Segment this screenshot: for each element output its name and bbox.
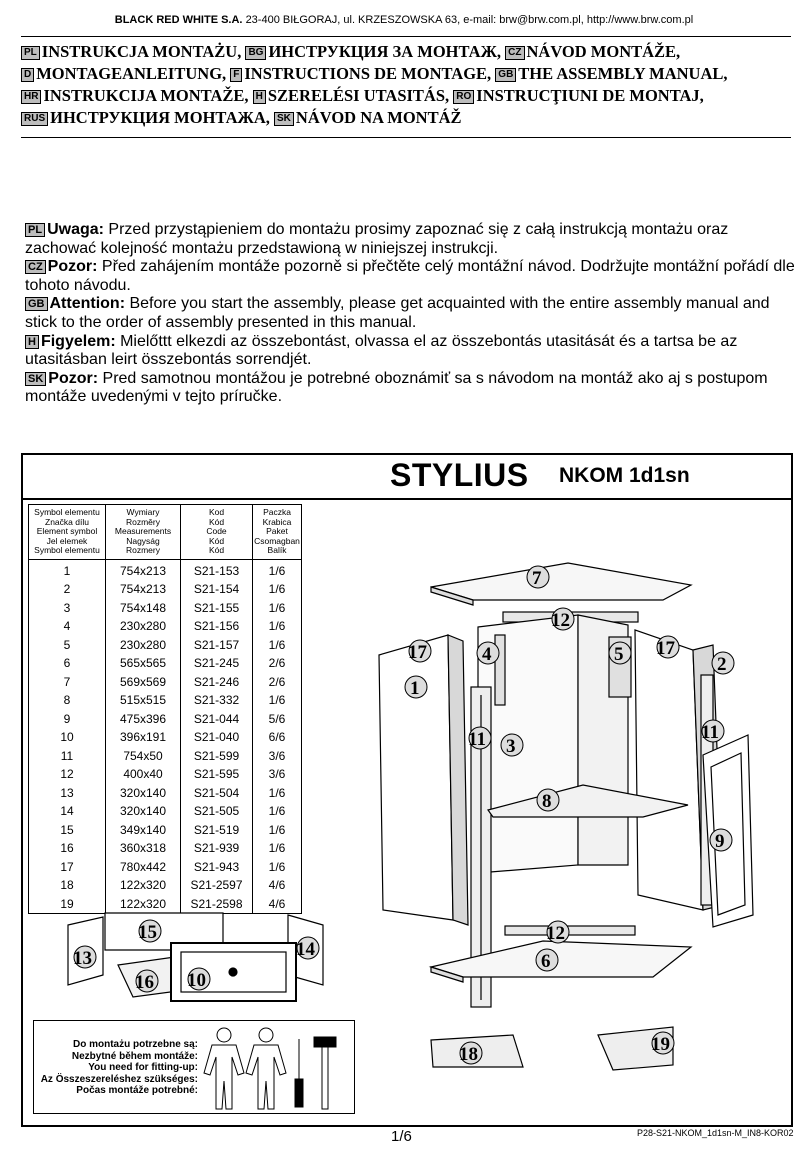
table-cell: 13 <box>29 784 106 803</box>
warning-text: Mielőttt elkezdi az összebontást, olvassa el az összebontás utasitását és a tartsa be az utasitásban leirt összebontás sorrendjét. <box>25 332 738 369</box>
language-tag: D <box>21 68 34 82</box>
table-cell: S21-154 <box>181 580 253 599</box>
column-header: Wymiary Rozměry Measurements Nagyság Rozmery <box>106 505 181 560</box>
part-2-side <box>635 630 703 910</box>
tools-line: You need for fitting-up: <box>88 1062 198 1073</box>
language-tag: CZ <box>505 46 524 60</box>
table-cell: 475x396 <box>106 710 181 729</box>
tools-illustration <box>34 1021 354 1113</box>
column-header: Kod Kód Code Kód Kód <box>181 505 253 560</box>
parts-panel <box>21 453 793 1127</box>
table-cell: 2/6 <box>253 673 302 692</box>
table-cell: 320x140 <box>106 802 181 821</box>
table-cell: 2 <box>29 580 106 599</box>
table-cell: S21-939 <box>181 839 253 858</box>
table-cell: 754x50 <box>106 747 181 766</box>
table-cell: 16 <box>29 839 106 858</box>
table-cell: 14 <box>29 802 106 821</box>
table-cell: 320x140 <box>106 784 181 803</box>
language-tag: GB <box>25 297 48 311</box>
table-cell: 754x213 <box>106 559 181 580</box>
warning-label: Pozor: <box>48 369 99 387</box>
title-text: NÁVOD MONTÁŽE, <box>526 42 681 61</box>
table-cell: 1/6 <box>253 802 302 821</box>
table-cell: 1/6 <box>253 559 302 580</box>
language-tag: CZ <box>25 260 46 274</box>
warning-paragraph <box>25 333 795 370</box>
table-cell: 3/6 <box>253 747 302 766</box>
label-14: 14 <box>296 939 315 960</box>
table-cell: 122x320 <box>106 895 181 914</box>
warning-paragraph <box>25 221 795 258</box>
table-cell: S21-246 <box>181 673 253 692</box>
title-text: ИНСТРУКЦИЯ МОНТАЖА, <box>50 108 270 127</box>
label-19: 19 <box>651 1034 670 1055</box>
warning-label: Pozor: <box>47 258 98 276</box>
table-cell: S21-153 <box>181 559 253 580</box>
label-11-left: 11 <box>468 729 486 750</box>
language-tag: SK <box>274 112 294 126</box>
table-cell: 3 <box>29 599 106 618</box>
warning-paragraph <box>25 370 795 407</box>
hammer-icon <box>314 1037 336 1109</box>
table-cell: 1/6 <box>253 580 302 599</box>
table-cell: 1/6 <box>253 839 302 858</box>
title-text: THE ASSEMBLY MANUAL, <box>518 64 728 83</box>
part-6-bottom <box>431 941 691 977</box>
column-header: Paczka Krabica Paket Csomagban Balík <box>253 505 302 560</box>
screwdriver-icon <box>295 1039 303 1107</box>
language-tag: GB <box>495 68 516 82</box>
table-cell: 230x280 <box>106 617 181 636</box>
part-7-shape <box>431 563 691 600</box>
tools-line: Az Összeszereléshez szükséges: <box>40 1073 198 1085</box>
label-8: 8 <box>542 791 552 812</box>
title-text: SZERELÉSI UTASITÁS, <box>267 86 450 105</box>
warning-text: Před zahájením montáže pozorně si přečtěte celý montážní návod. Dodržujte montážní pořádí dle tohoto návodu. <box>25 258 795 294</box>
table-cell: 7 <box>29 673 106 692</box>
warning-text: Before you start the assembly, please get acquainted with the entire assembly manual and stick to the order of assembly presented in this manual. <box>25 295 770 331</box>
table-cell: 19 <box>29 895 106 914</box>
tools-line: Počas montáže potrebné: <box>76 1085 198 1096</box>
table-cell: S21-505 <box>181 802 253 821</box>
table-cell: S21-519 <box>181 821 253 840</box>
table-cell: 5 <box>29 636 106 655</box>
table-cell: 565x565 <box>106 654 181 673</box>
tools-line: Do montażu potrzebne są: <box>72 1039 198 1050</box>
label-12-top: 12 <box>551 610 570 631</box>
table-cell: 3/6 <box>253 765 302 784</box>
title-text: INSTRUCTIONS DE MONTAGE, <box>244 64 492 83</box>
title-text: MONTAGEANLEITUNG, <box>36 64 227 83</box>
warning-text: Przed przystąpieniem do montażu prosimy zapoznać się z całą instrukcją montażu oraz zachować kolejność montażu przedstawioną w niniejszej instrukcji. <box>25 221 729 257</box>
warning-paragraph <box>25 295 795 332</box>
table-cell: S21-156 <box>181 617 253 636</box>
table-cell: S21-157 <box>181 636 253 655</box>
title-text: INSTRUKCJA MONTAŻU, <box>41 42 242 61</box>
table-cell: 1/6 <box>253 858 302 877</box>
language-tag: H <box>253 90 266 104</box>
language-tag: H <box>25 335 39 349</box>
label-17-left: 17 <box>408 642 427 663</box>
label-9: 9 <box>715 831 725 852</box>
label-16: 16 <box>135 972 154 993</box>
language-tag: BG <box>245 46 266 60</box>
label-6: 6 <box>541 951 551 972</box>
label-12-bottom: 12 <box>546 923 565 944</box>
table-cell: 1/6 <box>253 617 302 636</box>
table-cell: 4/6 <box>253 876 302 895</box>
label-17-right: 17 <box>656 638 675 659</box>
tools-line: Nezbytné během montáže: <box>71 1050 198 1062</box>
product-code: NKOM 1d1sn <box>559 464 690 487</box>
language-tag: PL <box>21 46 40 60</box>
label-1: 1 <box>410 678 420 699</box>
table-cell: 349x140 <box>106 821 181 840</box>
warning-paragraph <box>25 258 795 295</box>
table-cell: S21-943 <box>181 858 253 877</box>
table-cell: S21-2597 <box>181 876 253 895</box>
label-10: 10 <box>187 970 206 991</box>
column-header: Symbol elementu Značka dílu Element symbol Jel elemek Symbol elementu <box>29 505 106 560</box>
table-cell: 754x213 <box>106 580 181 599</box>
table-cell: 8 <box>29 691 106 710</box>
table-cell: 1/6 <box>253 691 302 710</box>
part-12-rail-bottom <box>505 926 635 935</box>
label-15: 15 <box>138 922 157 943</box>
label-5: 5 <box>614 644 624 665</box>
table-cell: 4 <box>29 617 106 636</box>
assembly-warnings <box>25 221 795 407</box>
title-text: NÁVOD NA MONTÁŽ <box>295 108 462 127</box>
table-cell: 780x442 <box>106 858 181 877</box>
language-tag: F <box>230 68 242 82</box>
label-11-right: 11 <box>701 722 719 743</box>
table-cell: 1/6 <box>253 821 302 840</box>
table-cell: S21-504 <box>181 784 253 803</box>
title-text: ИНСТРУКЦИЯ ЗА МОНТАЖ, <box>268 42 502 61</box>
table-cell: S21-245 <box>181 654 253 673</box>
table-cell: 515x515 <box>106 691 181 710</box>
table-cell: 15 <box>29 821 106 840</box>
table-cell: 396x191 <box>106 728 181 747</box>
label-18: 18 <box>459 1044 478 1065</box>
title-line <box>21 85 791 107</box>
table-cell: 4/6 <box>253 895 302 914</box>
table-cell: 6 <box>29 654 106 673</box>
label-7: 7 <box>532 568 542 589</box>
table-cell: S21-044 <box>181 710 253 729</box>
table-cell: 1/6 <box>253 784 302 803</box>
language-tag: SK <box>25 372 46 386</box>
table-cell: 11 <box>29 747 106 766</box>
table-cell: 5/6 <box>253 710 302 729</box>
title-text: INSTRUCŢIUNI DE MONTAJ, <box>476 86 704 105</box>
person-icon <box>204 1028 244 1109</box>
tools-needed-box <box>33 1020 355 1114</box>
person-icon <box>246 1028 286 1109</box>
table-cell: S21-155 <box>181 599 253 618</box>
label-3: 3 <box>506 736 516 757</box>
company-address: 23-400 BIŁGORAJ, ul. KRZESZOWSKA 63, e-mail: brw@brw.com.pl, http://www.brw.com.pl <box>245 14 694 26</box>
warning-label: Figyelem: <box>40 332 116 350</box>
table-cell: 18 <box>29 876 106 895</box>
company-name: BLACK RED WHITE S.A. <box>114 14 243 26</box>
warning-label: Attention: <box>49 295 126 313</box>
table-cell: 400x40 <box>106 765 181 784</box>
label-2: 2 <box>717 654 727 675</box>
warning-label: Uwaga: <box>47 221 104 238</box>
language-tag: PL <box>25 223 45 237</box>
company-header <box>0 14 808 26</box>
title-line <box>21 63 791 85</box>
title-line <box>21 107 791 129</box>
language-tag: HR <box>21 90 41 104</box>
table-cell: 9 <box>29 710 106 729</box>
document-reference: P28-S21-NKOM_1d1sn-M_IN8-KOR02 <box>637 1128 794 1138</box>
table-cell: 2/6 <box>253 654 302 673</box>
table-cell: 122x320 <box>106 876 181 895</box>
language-tag: RO <box>453 90 474 104</box>
table-cell: 360x318 <box>106 839 181 858</box>
table-cell: 10 <box>29 728 106 747</box>
table-cell: S21-332 <box>181 691 253 710</box>
page-number: 1/6 <box>391 1128 412 1145</box>
product-name: STYLIUS <box>390 457 529 493</box>
table-cell: 754x148 <box>106 599 181 618</box>
table-cell: 1/6 <box>253 599 302 618</box>
table-cell: S21-599 <box>181 747 253 766</box>
table-cell: 6/6 <box>253 728 302 747</box>
table-cell: 17 <box>29 858 106 877</box>
label-13: 13 <box>73 948 92 969</box>
label-4: 4 <box>482 644 492 665</box>
language-tag: RUS <box>21 112 48 126</box>
table-cell: 1 <box>29 559 106 580</box>
table-cell: S21-040 <box>181 728 253 747</box>
language-titles <box>21 36 791 138</box>
table-cell: S21-2598 <box>181 895 253 914</box>
title-line <box>21 41 791 63</box>
table-cell: 230x280 <box>106 636 181 655</box>
table-cell: S21-595 <box>181 765 253 784</box>
table-cell: 12 <box>29 765 106 784</box>
table-cell: 569x569 <box>106 673 181 692</box>
table-cell: 1/6 <box>253 636 302 655</box>
title-text: INSTRUKCIJA MONTAŽE, <box>43 86 249 105</box>
warning-text: Pred samotnou montážou je potrebné oboznámiť sa s návodom na montáž ako aj s postupom montáže uvedenými v tejto príručke. <box>25 369 768 406</box>
